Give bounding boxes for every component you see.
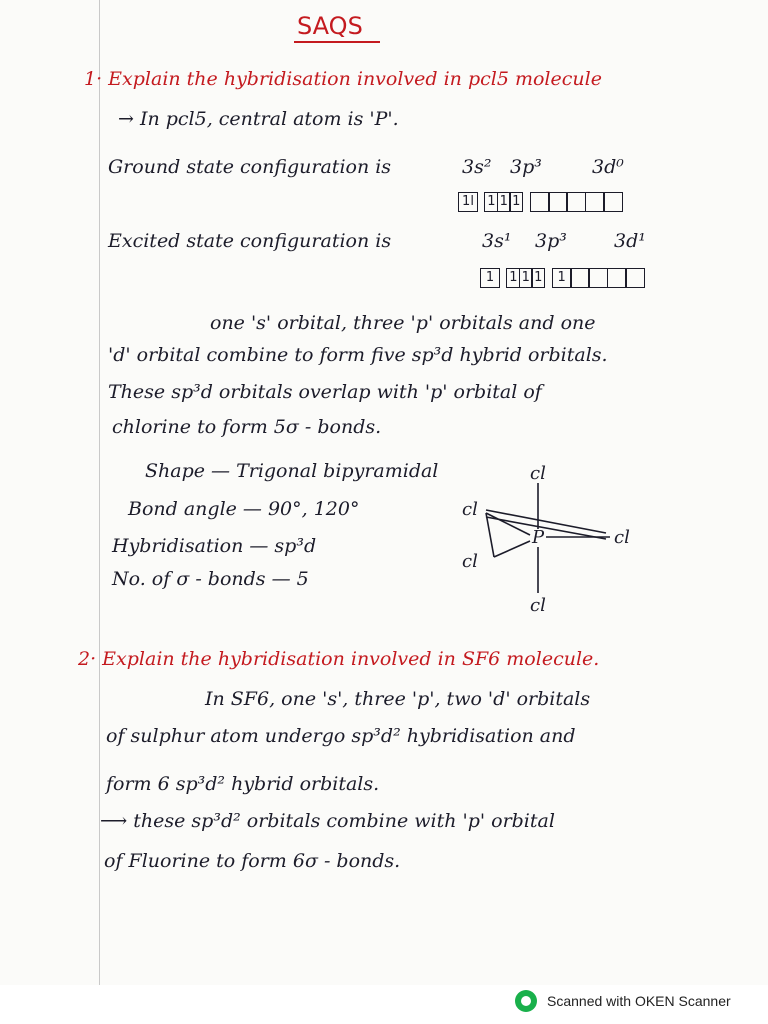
- orbital-box: [585, 192, 605, 212]
- orbital-box: [566, 192, 586, 212]
- orbital-box: 1: [509, 192, 523, 212]
- excited-3p: 3p³: [535, 230, 567, 252]
- orbital-box: 1: [531, 268, 545, 288]
- orbital-box: 1: [552, 268, 572, 288]
- oken-scanner-logo-icon: [515, 990, 537, 1012]
- orbital-box: 1: [480, 268, 500, 288]
- q2-line-2: of sulphur atom undergo sp³d² hybridisation and: [106, 725, 576, 747]
- q2-heading: 2· Explain the hybridisation involved in SF6 molecule.: [78, 648, 600, 670]
- orbital-box: 1: [506, 268, 520, 288]
- orbital-box: 1: [497, 192, 511, 212]
- explanation-line-2: 'd' orbital combine to form five sp³d hybrid orbitals.: [108, 344, 608, 366]
- explanation-line-4: chlorine to form 5σ - bonds.: [112, 416, 382, 438]
- atom-cl-left-top: cl: [462, 499, 478, 520]
- orbital-box: [588, 268, 608, 288]
- q2-line-1: In SF6, one 's', three 'p', two 'd' orbitals: [205, 688, 591, 710]
- orbital-box: [625, 268, 645, 288]
- orbital-box: [530, 192, 550, 212]
- q1-heading: 1· Explain the hybridisation involved in pcl5 molecule: [84, 68, 602, 90]
- ground-3p: 3p³: [510, 156, 542, 178]
- orbital-box: [603, 192, 623, 212]
- margin-line: [99, 0, 100, 985]
- plane-edge-3: [486, 513, 494, 557]
- orbital-box: 1: [519, 268, 533, 288]
- orbital-box: [570, 268, 590, 288]
- atom-cl-right: cl: [614, 527, 630, 548]
- q2-line-3: form 6 sp³d² hybrid orbitals.: [106, 773, 380, 795]
- shape-line: Shape — Trigonal bipyramidal: [145, 460, 439, 482]
- q2-line-4: ⟶ these sp³d² orbitals combine with 'p' orbital: [100, 810, 555, 832]
- sigma-bonds-line: No. of σ - bonds — 5: [112, 568, 309, 590]
- scanner-watermark: [515, 990, 731, 1012]
- hybridisation-line: Hybridisation — sp³d: [112, 535, 317, 557]
- q2-line-5: of Fluorine to form 6σ - bonds.: [104, 850, 401, 872]
- excited-3d: 3d¹: [614, 230, 646, 252]
- ground-3d: 3d⁰: [592, 156, 624, 178]
- plane-edge-2: [486, 517, 606, 539]
- title-underline: [294, 41, 380, 43]
- pcl5-structure-diagram: [450, 455, 650, 615]
- bond-angle-line: Bond angle — 90°, 120°: [128, 498, 360, 520]
- page-title: SAQS: [297, 12, 363, 40]
- q1-intro: → In pcl5, central atom is 'P'.: [118, 108, 399, 130]
- orbital-box: [548, 192, 568, 212]
- orbital-box: [607, 268, 627, 288]
- ground-3s: 3s²: [462, 156, 492, 178]
- scanner-text: Scanned with OKEN Scanner: [547, 993, 731, 1009]
- bond-left-bottom: [494, 541, 530, 557]
- atom-cl-top: cl: [530, 463, 546, 484]
- excited-state-label: Excited state configuration is: [108, 230, 392, 252]
- ground-state-boxes: [458, 192, 623, 212]
- atom-p: P: [532, 527, 545, 548]
- explanation-line-3: These sp³d orbitals overlap with 'p' orbital of: [108, 381, 542, 403]
- explanation-line-1: one 's' orbital, three 'p' orbitals and one: [210, 312, 596, 334]
- ground-state-label: Ground state configuration is: [108, 156, 392, 178]
- excited-3s: 3s¹: [482, 230, 512, 252]
- atom-cl-left-bottom: cl: [462, 551, 478, 572]
- orbital-box: 1: [484, 192, 498, 212]
- atom-cl-bottom: cl: [530, 595, 546, 615]
- excited-state-boxes: [480, 268, 645, 288]
- orbital-box: 1l: [458, 192, 478, 212]
